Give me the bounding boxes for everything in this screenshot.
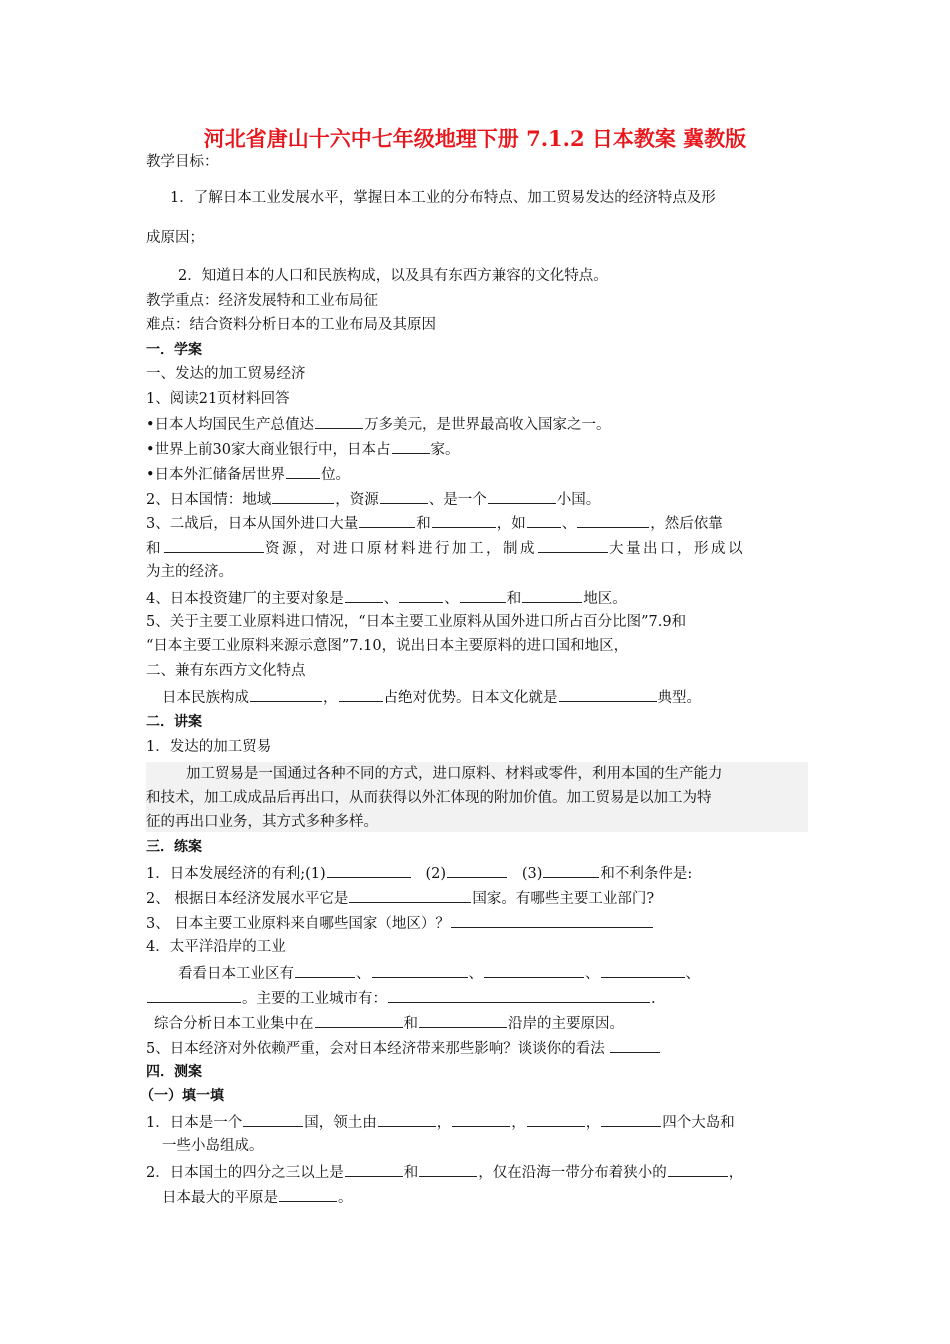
practice-question-4-line-2 [178,962,700,984]
section-1-sub-1: 一、发达的加工贸易经济 [146,366,306,382]
explanation-line-3: 征的再出口业务，其方式多种多样。 [146,814,378,830]
bullet-banks-text-2: 家。 [430,442,460,458]
explanation-line-2: 和技术，加工成成品后再出口，从而获得以外汇体现的附加价值。加工贸易是以加工为特 [146,790,712,806]
blank[interactable] [577,512,649,528]
pq4l3-text-2: . [651,991,656,1007]
pq4l3-text: 。主要的工业城市有： [242,991,387,1007]
blank[interactable] [339,686,383,702]
pq2-text-2: 国家。有哪些主要工业部门? [472,891,655,907]
pq4l4-text: 综合分析日本工业集中在 [154,1016,314,1032]
bullet-gnp-text: •日本人均国民生产总值达 [146,417,315,433]
blank[interactable] [272,488,334,504]
blank[interactable] [601,1111,661,1127]
blank[interactable] [543,862,599,878]
test-question-1 [146,1111,735,1133]
blank[interactable] [345,587,383,603]
blank[interactable] [315,1012,403,1028]
separator: 、 [468,966,483,982]
pq3-text: 3、 日本主要工业原料来自哪些国家（地区）？ [146,916,450,932]
difficulty: 难点：结合资料分析日本的工业布局及其原因 [146,317,436,333]
practice-question-1 [146,862,692,884]
blank[interactable] [447,862,507,878]
section-1-sub-2: 二、兼有东西方文化特点 [146,663,306,679]
blank[interactable] [243,1111,303,1127]
practice-question-4: 4．太平洋沿岸的工业 [146,939,286,955]
tq1-text: 1．日本是一个 [146,1115,243,1131]
q3-text-4: 、 [561,516,577,532]
q2-text-2: ，资源 [335,492,379,508]
q3l2-text-2: 资源，对进口原材料进行加工，制成 [265,541,537,557]
section-2-heading: 二．讲案 [146,714,202,730]
test-question-2-line-2 [162,1186,353,1208]
tq2l2-text: 日本最大的平原是 [162,1190,278,1206]
key-point: 教学重点：经济发展特和工业布局征 [146,293,378,309]
culture-text: 日本民族构成 [162,690,249,706]
test-question-1-line-2: 一些小岛组成。 [162,1138,264,1154]
blank[interactable] [164,537,264,553]
tq2-text-4: ， [728,1165,744,1181]
practice-question-4-line-3 [146,987,656,1009]
blank[interactable] [372,962,468,978]
pq1-text-3: (3) [521,866,543,882]
section-4-heading: 四．测案 [146,1064,202,1080]
q3-text-2: 和 [416,516,431,532]
blank[interactable] [432,512,496,528]
tq1-sep: ， [511,1115,526,1131]
section-1-heading: 一．学案 [146,342,202,358]
q2-text-4: 小国。 [556,492,601,508]
pq4l4-text-2: 和 [403,1016,418,1032]
blank[interactable] [601,962,685,978]
bullet-gnp [146,413,611,435]
blank[interactable] [327,862,411,878]
tq1-text-2: 国，领土由 [304,1115,377,1131]
blank[interactable] [392,438,430,454]
blank[interactable] [488,488,556,504]
blank[interactable] [527,1111,585,1127]
question-2 [146,488,600,510]
section-4-sub: （一）填一填 [140,1088,224,1104]
q3l2-text: 和 [146,541,163,557]
bullet-gnp-text-2: 万多美元，是世界最高收入国家之一。 [364,417,611,433]
blank[interactable] [527,512,561,528]
tq2-text-3: ，仅在沿海一带分布着狭小的 [478,1165,667,1181]
question-3-line-2 [146,537,745,559]
blank[interactable] [250,686,322,702]
objective-2: 2．知道日本的人口和民族构成，以及具有东西方兼容的文化特点。 [178,268,608,284]
test-question-2 [146,1161,743,1183]
q3l2-text-3: 大量出口，形成以 [609,541,745,557]
q2-text: 2、日本国情：地域 [146,492,272,508]
separator: 、 [685,966,700,982]
blank[interactable] [610,1037,660,1053]
blank[interactable] [359,512,415,528]
document-title: 河北省唐山十六中七年级地理下册 7.1.2 日本教案 冀教版 [203,126,747,151]
practice-question-3 [146,912,654,934]
blank[interactable] [315,413,363,429]
objective-1-cont: 成原因； [146,230,204,246]
blank[interactable] [147,987,241,1003]
pq5-text: 5、日本经济对外依赖严重，会对日本经济带来那些影响？谈谈你的看法 [146,1041,605,1057]
q4-text-3: 、 [444,591,459,607]
tq2-text: 2．日本国土的四分之三以上是 [146,1165,344,1181]
explanation-line-1: 加工贸易是一国通过各种不同的方式，进口原料、材料或零件，利用本国的生产能力 [186,766,723,782]
blank[interactable] [559,686,657,702]
tq1-sep: ， [436,1115,452,1131]
blank[interactable] [295,962,355,978]
question-1: 1、阅读21页材料回答 [146,391,290,407]
question-5-cont: “日本主要工业原料来源示意图”7.10，说出日本主要原料的进口国和地区， [146,638,629,654]
q4-text: 4、日本投资建厂的主要对象是 [146,591,344,607]
separator: 、 [585,966,600,982]
culture-text-2: ， [323,690,338,706]
question-5: 5、关于主要工业原料进口情况，“日本主要工业原料从国外进口所占百分比图”7.9和 [146,614,687,630]
bullet-reserves-text: •日本外汇储备居世界 [146,467,286,483]
practice-question-5 [146,1037,661,1059]
blank[interactable] [380,488,428,504]
blank[interactable] [345,1161,403,1177]
pq1-text-4: 和不利条件是: [600,866,693,882]
question-4 [146,587,627,609]
blank[interactable] [522,587,582,603]
tq2l2-text-2: 。 [338,1190,353,1206]
pq4l4-text-3: 沿岸的主要原因。 [508,1016,624,1032]
q3-text-3: ，如 [496,516,526,532]
blank[interactable] [668,1161,728,1177]
blank[interactable] [419,1161,477,1177]
blank[interactable] [399,587,443,603]
q4-text-2: 、 [383,591,399,607]
bullet-banks [146,438,460,460]
section-3-heading: 三．练案 [146,839,202,855]
tq1-sep: ， [585,1115,601,1131]
practice-question-4-line-4 [154,1012,624,1034]
q3-text-5: ，然后依靠 [650,516,723,532]
q3-text: 3、二战后，日本从国外进口大量 [146,516,359,532]
q4-text-4: 和 [506,591,522,607]
blank[interactable] [349,887,471,903]
blank[interactable] [378,1111,436,1127]
bullet-reserves [146,463,350,485]
pq1-text-2: (2) [425,866,447,882]
culture-question [162,686,701,708]
objectives-heading: 教学目标： [146,154,219,170]
question-3-line-3: 为主的经济。 [146,564,233,580]
blank[interactable] [388,987,650,1003]
bullet-banks-text: •世界上前30家大商业银行中，日本占 [146,442,391,458]
blank[interactable] [538,537,608,553]
blank[interactable] [286,463,320,479]
q4-text-5: 地区。 [583,591,627,607]
culture-text-4: 典型。 [657,690,701,706]
blank[interactable] [460,587,506,603]
practice-question-2 [146,887,654,909]
bullet-reserves-text-2: 位。 [321,467,351,483]
blank[interactable] [419,1012,507,1028]
tq1-text-3: 四个大岛和 [662,1115,735,1131]
pq4-text: 看看日本工业区有 [178,966,294,982]
section-2-sub: 1．发达的加工贸易 [146,739,272,755]
q2-text-3: 、是一个 [428,492,487,508]
pq2-text: 2、 根据日本经济发展水平它是 [146,891,349,907]
separator: 、 [356,966,371,982]
tq2-text-2: 和 [403,1165,419,1181]
blank[interactable] [452,1111,510,1127]
pq1-text: 1．日本发展经济的有利;(1) [146,866,326,882]
blank[interactable] [279,1186,337,1202]
objective-1: 1．了解日本工业发展水平，掌握日本工业的分布特点、加工贸易发达的经济特点及形 [170,190,716,206]
culture-text-3: 占绝对优势。日本文化就是 [383,690,558,706]
blank[interactable] [451,912,653,928]
question-3 [146,512,723,534]
blank[interactable] [484,962,584,978]
